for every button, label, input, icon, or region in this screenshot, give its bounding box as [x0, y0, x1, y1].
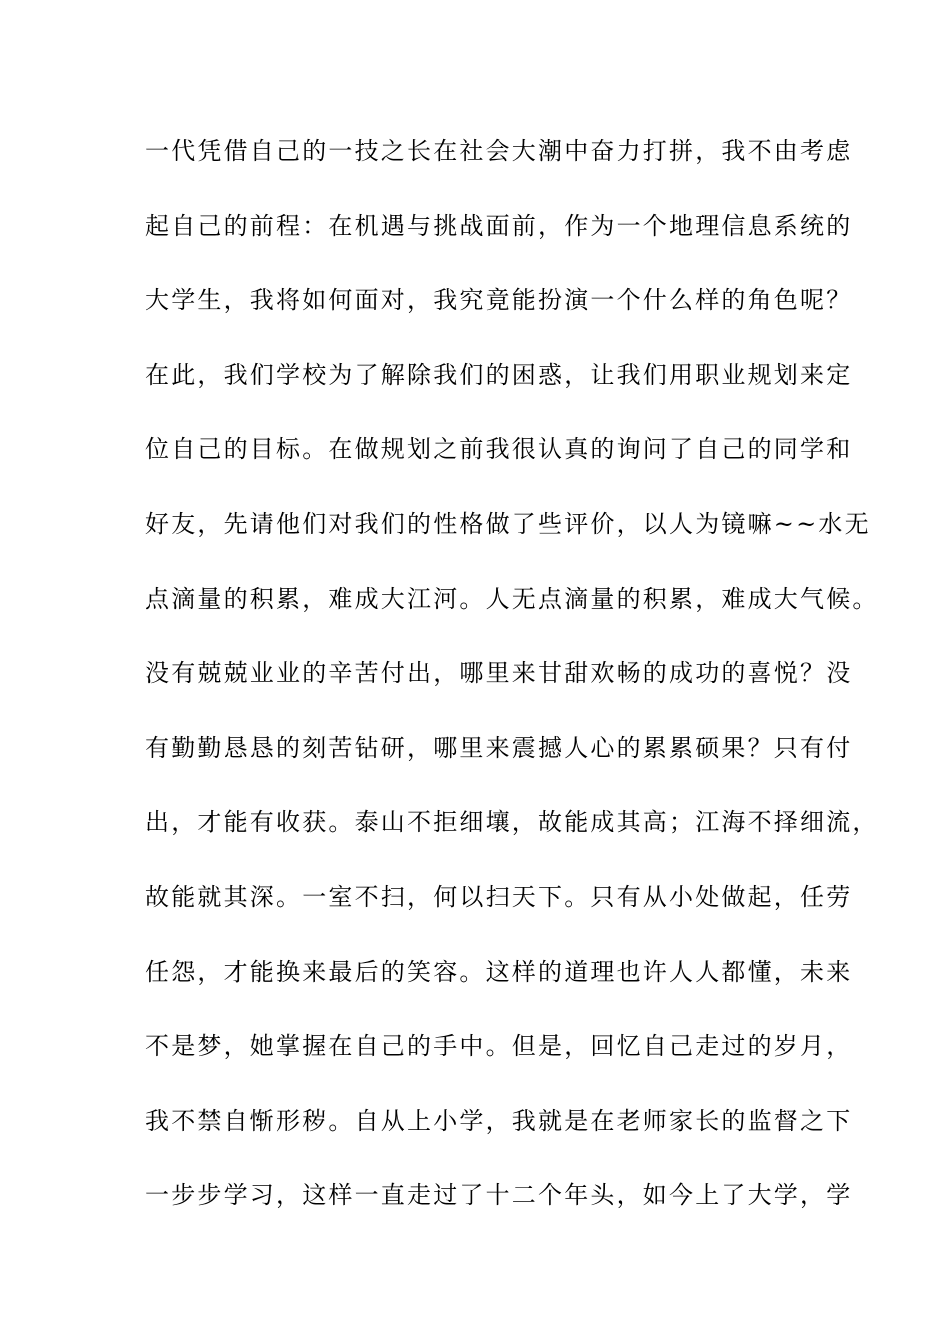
text-line: 起自己的前程：在机遇与挑战面前，作为一个地理信息系统的: [145, 211, 853, 240]
body-text: [145, 131, 879, 1250]
text-line: 任怨，才能换来最后的笑容。这样的道理也许人人都懂，未来: [145, 957, 853, 986]
text-line: 一步步学习，这样一直走过了十二个年头，如今上了大学，学: [145, 1181, 853, 1210]
text-line: 大学生，我将如何面对，我究竟能扮演一个什么样的角色呢？: [145, 286, 853, 315]
text-line: 一代凭借自己的一技之长在社会大潮中奋力打拼，我不由考虑: [145, 137, 853, 165]
text-line: 在此，我们学校为了解除我们的困惑，让我们用职业规划来定: [145, 360, 853, 389]
text-line: 好友，先请他们对我们的性格做了些评价，以人为镜嘛~~水无: [145, 509, 871, 538]
text-line: 有勤勤恳恳的刻苦钻研，哪里来震撼人心的累累硕果？只有付: [145, 733, 853, 762]
text-line: 故能就其深。一室不扫，何以扫天下。只有从小处做起，任劳: [145, 882, 853, 911]
text-line: 我不禁自惭形秽。自从上小学，我就是在老师家长的监督之下: [145, 1106, 853, 1135]
text-line: 出，才能有收获。泰山不拒细壤，故能成其高；江海不择细流，: [145, 808, 879, 837]
text-line: 位自己的目标。在做规划之前我很认真的询问了自己的同学和: [145, 435, 853, 464]
text-line: 点滴量的积累，难成大江河。人无点滴量的积累，难成大气候。: [145, 584, 879, 613]
text-line: 没有兢兢业业的辛苦付出，哪里来甘甜欢畅的成功的喜悦？没: [145, 659, 853, 688]
text-line: 不是梦，她掌握在自己的手中。但是，回忆自己走过的岁月，: [145, 1032, 853, 1061]
